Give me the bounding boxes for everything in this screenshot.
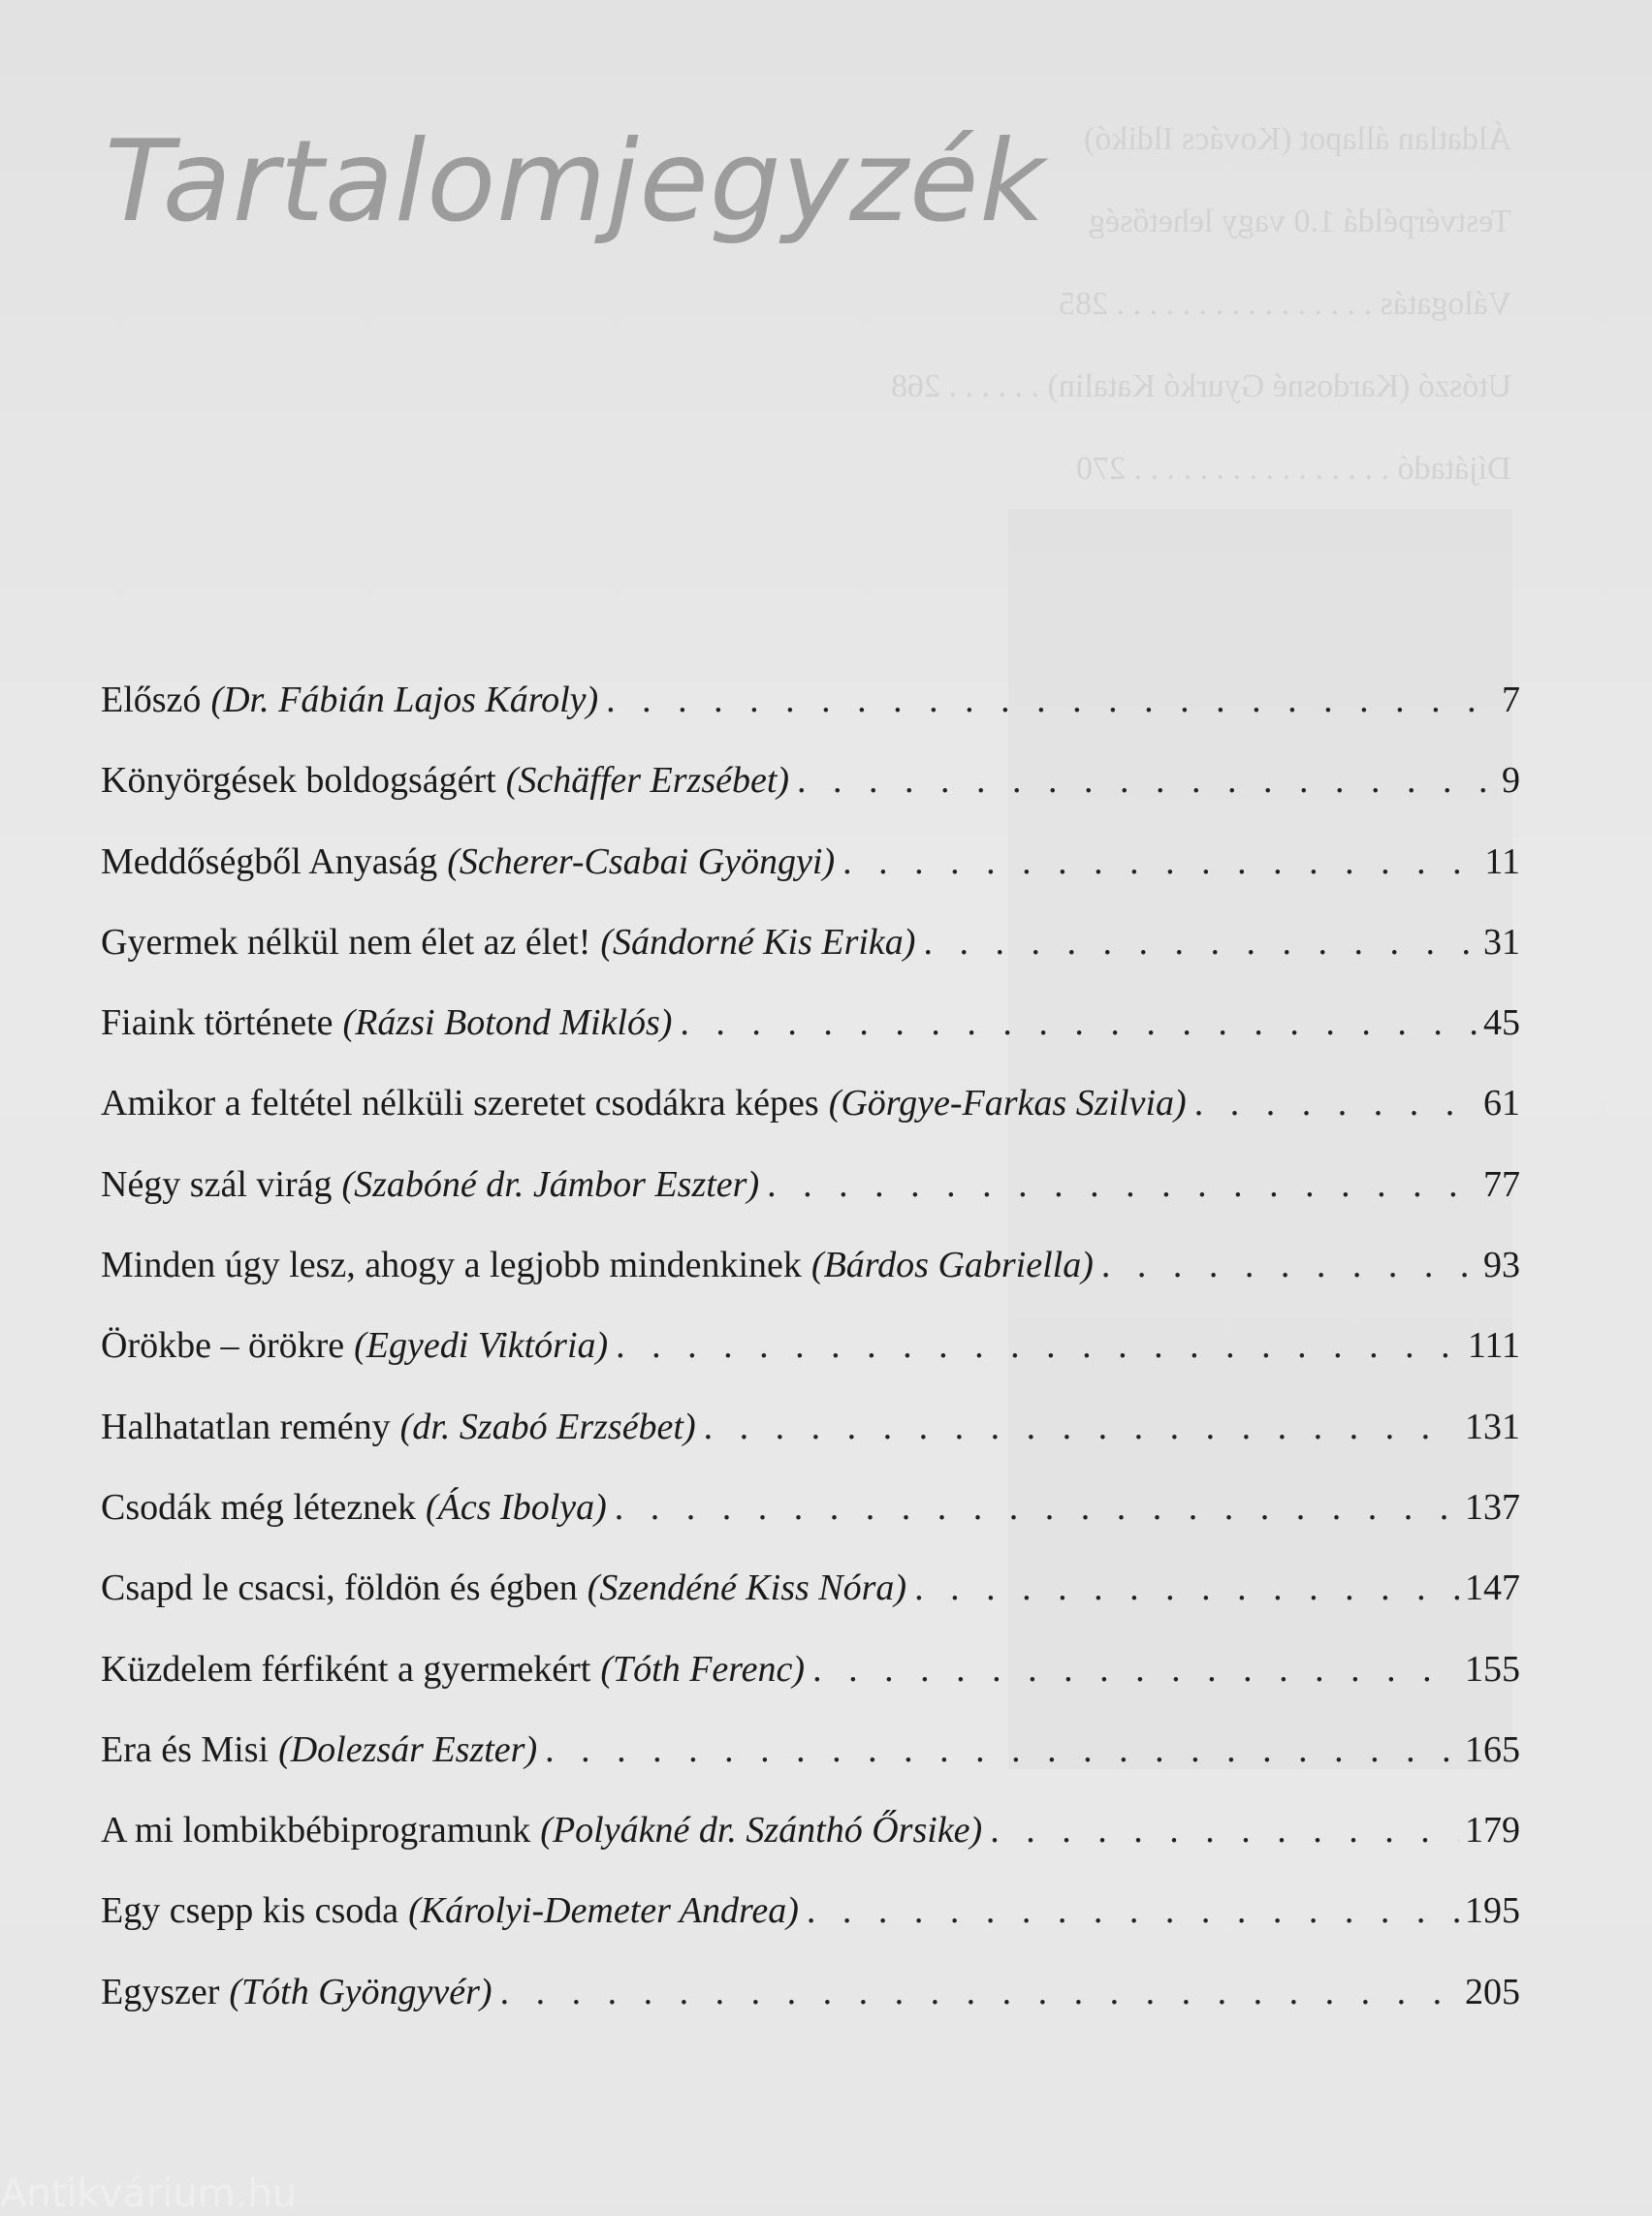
entry-title: Halhatatlan remény — [101, 1406, 391, 1447]
entry-author: (Tóth Ferenc) — [600, 1648, 806, 1690]
dot-leader — [807, 1889, 1459, 1932]
toc-entry — [101, 1971, 1520, 2051]
entry-page-number: 9 — [1502, 760, 1520, 802]
entry-author: (Szabóné dr. Jámbor Eszter) — [341, 1163, 760, 1205]
entry-title: Könyörgések boldogságért — [101, 760, 496, 802]
entry-page-number: 11 — [1484, 840, 1520, 882]
dot-leader — [545, 1728, 1459, 1771]
entry-title: Küzdelem férfiként a gyermekért — [101, 1648, 591, 1690]
entry-title: Csapd le csacsi, földön és égben — [101, 1567, 578, 1609]
dot-leader — [704, 1406, 1459, 1448]
dot-leader — [842, 840, 1478, 883]
entry-author: (Görgye-Farkas Szilvia) — [828, 1083, 1187, 1124]
dot-leader — [1101, 1244, 1477, 1286]
entry-author: (Scherer-Csabai Gyöngyi) — [447, 840, 836, 882]
dot-leader — [797, 759, 1485, 802]
entry-title: Minden úgy lesz, ahogy a legjobb mindenkinek — [101, 1245, 802, 1286]
bleed-through-line: Díjátadó . . . . . . . . . . . . . . . . 270 — [1076, 451, 1511, 487]
entry-page-number: 45 — [1483, 1002, 1520, 1044]
toc-entry — [101, 1648, 1520, 1728]
page-title: Tartalomjegyzék — [105, 116, 1046, 247]
entry-page-number: 165 — [1465, 1728, 1520, 1770]
entry-author: (Sándorné Kis Erika) — [600, 921, 916, 963]
entry-author: (Károlyi-Demeter Andrea) — [408, 1890, 799, 1932]
entry-title: Era és Misi — [101, 1728, 270, 1770]
entry-page-number: 77 — [1483, 1163, 1520, 1205]
dot-leader — [923, 921, 1477, 964]
entry-page-number: 131 — [1465, 1406, 1520, 1447]
entry-page-number: 155 — [1465, 1648, 1520, 1690]
entry-title: Csodák még léteznek — [101, 1486, 417, 1528]
watermark: Antikvárium.hu — [0, 2171, 298, 2216]
entry-author: (Dolezsár Eszter) — [278, 1728, 538, 1770]
entry-title: Amikor a feltétel nélküli szeretet csodákra képes — [101, 1083, 819, 1124]
bleed-through-line: Utószó (Kardosné Gyurkó Katalin) . . . . . . 268 — [890, 368, 1511, 404]
dot-leader — [914, 1567, 1459, 1609]
entry-author: (Dr. Fábián Lajos Károly) — [210, 680, 599, 720]
entry-author: (Tóth Gyöngyvér) — [229, 1971, 492, 2012]
toc-entry — [101, 1163, 1520, 1244]
bleed-through-line: Áldatlan állapot (Kovács Ildikó) — [1084, 121, 1511, 157]
entry-page-number: 137 — [1465, 1486, 1520, 1528]
toc-entry — [101, 1082, 1520, 1162]
toc-entry — [101, 759, 1520, 839]
entry-author: (Ács Ibolya) — [426, 1486, 607, 1528]
table-of-contents — [101, 679, 1520, 2051]
toc-entry — [101, 1324, 1520, 1405]
dot-leader — [1194, 1082, 1477, 1124]
entry-author: (Egyedi Viktória) — [354, 1325, 609, 1367]
entry-title: Fiaink története — [101, 1002, 334, 1044]
dot-leader — [615, 1486, 1459, 1529]
entry-page-number: 205 — [1465, 1971, 1520, 2012]
entry-page-number: 179 — [1465, 1810, 1520, 1852]
toc-entry — [101, 1728, 1520, 1809]
entry-author: (Polyákné dr. Szánthó Őrsike) — [540, 1810, 983, 1852]
entry-author: (Rázsi Botond Miklós) — [342, 1002, 673, 1044]
entry-page-number: 31 — [1483, 921, 1520, 963]
toc-entry — [101, 1244, 1520, 1324]
dot-leader — [812, 1648, 1459, 1691]
dot-leader — [500, 1971, 1459, 2013]
toc-entry — [101, 1486, 1520, 1567]
entry-page-number: 93 — [1483, 1245, 1520, 1286]
toc-entry — [101, 1567, 1520, 1647]
entry-title: A mi lombikbébiprogramunk — [101, 1810, 531, 1852]
dot-leader — [680, 1001, 1477, 1044]
entry-author: (dr. Szabó Erzsébet) — [399, 1406, 696, 1447]
entry-title: Egy csepp kis csoda — [101, 1890, 399, 1932]
toc-entry — [101, 1809, 1520, 1889]
toc-entry — [101, 1001, 1520, 1082]
entry-page-number: 7 — [1502, 680, 1520, 720]
entry-author: (Schäffer Erzsébet) — [505, 760, 790, 802]
dot-leader — [767, 1163, 1477, 1206]
toc-entry — [101, 1889, 1520, 1970]
entry-title: Négy szál virág — [101, 1163, 333, 1205]
toc-entry — [101, 679, 1520, 759]
bleed-through-line: Válogatás . . . . . . . . . . . . . . . . 285 — [1058, 286, 1511, 322]
toc-entry — [101, 1406, 1520, 1486]
dot-leader — [616, 1324, 1462, 1367]
toc-entry — [101, 840, 1520, 921]
entry-page-number: 195 — [1465, 1890, 1520, 1932]
entry-page-number: 111 — [1467, 1325, 1520, 1367]
entry-title: Előszó — [101, 680, 202, 720]
entry-author: (Bárdos Gabriella) — [810, 1245, 1094, 1286]
entry-title: Egyszer — [101, 1971, 220, 2012]
entry-title: Gyermek nélkül nem élet az élet! — [101, 921, 591, 963]
entry-title: Meddőségből Anyaság — [101, 840, 438, 882]
toc-entry — [101, 921, 1520, 1001]
entry-page-number: 61 — [1483, 1083, 1520, 1124]
entry-title: Örökbe – örökre — [101, 1325, 345, 1367]
entry-author: (Szendéné Kiss Nóra) — [587, 1567, 907, 1609]
dot-leader — [606, 679, 1485, 721]
dot-leader — [990, 1809, 1459, 1852]
entry-page-number: 147 — [1465, 1567, 1520, 1609]
bleed-through-line: Testvérpéldá 1.0 vagy lehetőség — [1089, 204, 1511, 239]
